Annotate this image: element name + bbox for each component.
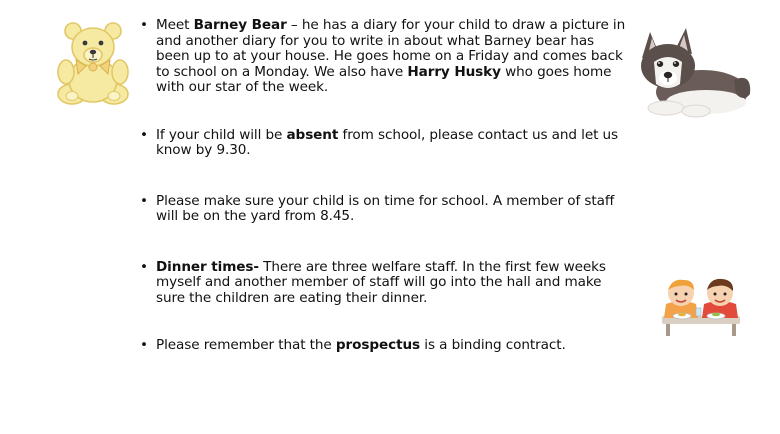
bullet-absent: • If your child will be absent from school, please contact us and let us know by 9.30.	[140, 128, 630, 159]
harry-husky-bold: Harry Husky	[407, 63, 501, 80]
teddy-bear-icon	[52, 20, 134, 108]
prospectus-bold: prospectus	[335, 337, 421, 353]
husky-plush-icon	[636, 22, 756, 122]
absent-bold: absent	[286, 126, 339, 143]
bullet-barney-bear: • Meet Barney Bear – he has a diary for your child to draw a picture in and another diary for you to write in about what Barney bear has been up to at your house. He goes home on a Friday and comes back to school on a Monday. We also have Harry Husky who goes home with our star of the week.	[140, 18, 630, 96]
dinner-times-bold: Dinner times-	[156, 258, 259, 275]
bullet-prospectus: • Please remember that the prospectus is a binding contract.	[140, 338, 630, 354]
bullet-list	[140, 18, 630, 354]
children-eating-dinner-icon	[658, 276, 744, 338]
bullet-on-time: • Please make sure your child is on time for school. A member of staff will be on the yard from 8.45.	[140, 194, 630, 225]
bullet-dinner-times: • Dinner times- There are three welfare staff. In the first few weeks myself and another member of staff will go into the hall and make sure the children are eating their dinner.	[140, 260, 630, 307]
barney-bear-bold: Barney Bear	[193, 17, 287, 33]
